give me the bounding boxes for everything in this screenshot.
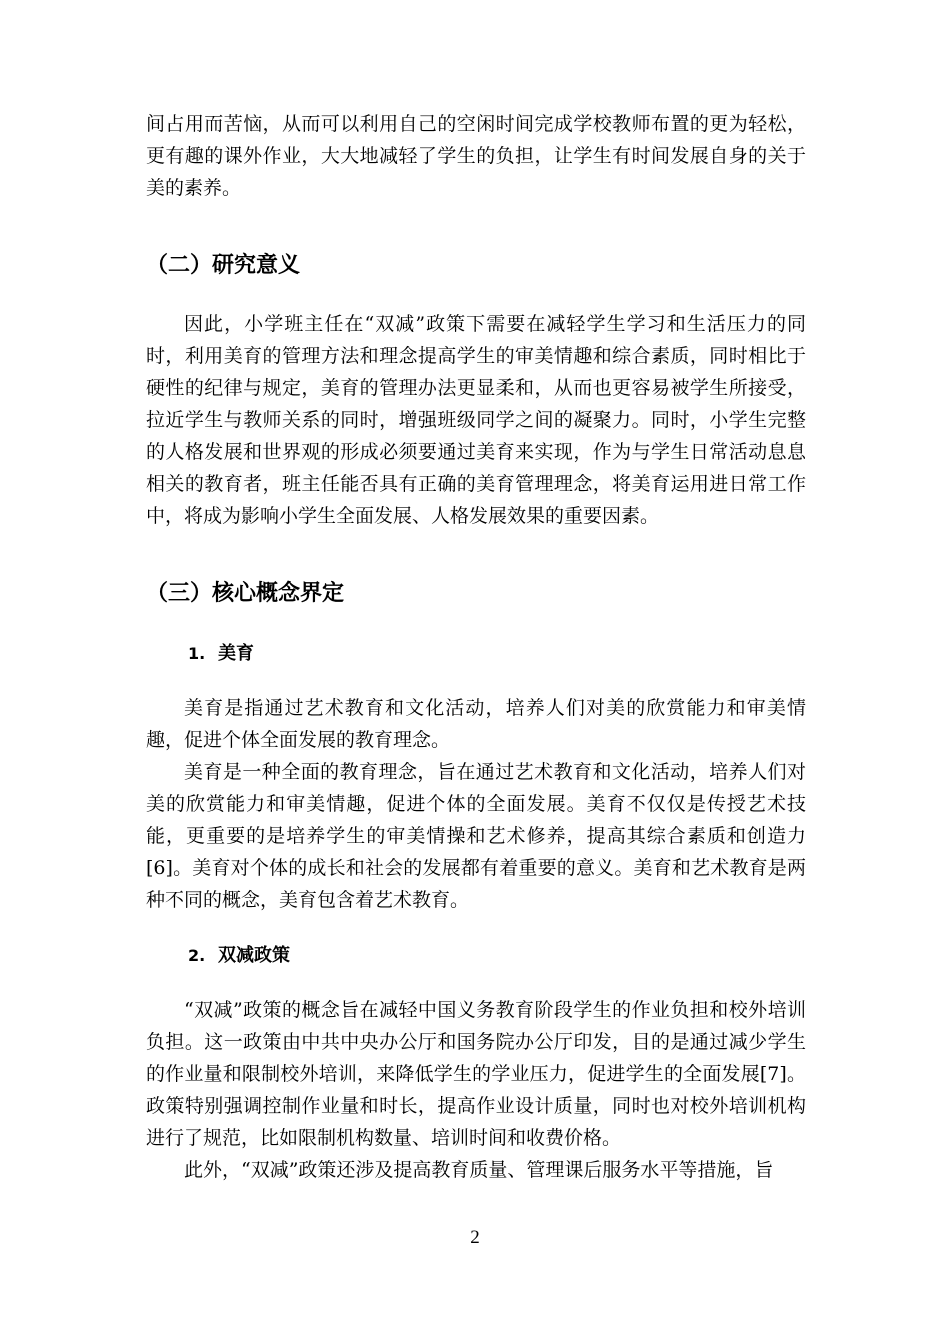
subsection-heading-double-reduction [146,940,806,972]
intro-paragraph: 间占用而苦恼，从而可以利用自己的空闲时间完成学校教师布置的更为轻松，更有趣的课外作业，大大地减轻了学生的负担，让学生有时间发展自身的关于美的素养。 [146,113,806,199]
page-number: 2 [470,1227,480,1248]
research-significance-paragraph: 因此，小学班主任在“双减”政策下需要在减轻学生学习和生活压力的同时，利用美育的管理方法和理念提高学生的审美情趣和综合素质，同时相比于硬性的纪律与规定，美育的管理办法更显柔和，从而也更容易被学生所接受，拉近学生与教师关系的同时，增强班级同学之间的凝聚力。同时，小学生完整的人格发展和世界观的形成必须要通过美育来实现，作为与学生日常活动息息相关的教育者，班主任能否具有正确的美育管理理念，将美育运用进日常工作中，将成为影响小学生全面发展、人格发展效果的重要因素。 [146,313,806,527]
subsection-heading-aesthetic-education [146,638,806,670]
section-heading-core-concepts: （三）核心概念界定 [146,581,345,606]
double-reduction-continuation-paragraph: 此外，“双减”政策还涉及提高教育质量、管理课后服务水平等措施，旨 [184,1159,774,1181]
subsection-number: 2. [188,946,206,965]
aesthetic-education-definition-paragraph: 美育是指通过艺术教育和文化活动，培养人们对美的欣赏能力和审美情趣，促进个体全面发展的教育理念。 [146,697,806,751]
page-content [146,108,806,1186]
aesthetic-education-detail-paragraph: 美育是一种全面的教育理念，旨在通过艺术教育和文化活动，培养人们对美的欣赏能力和审美情趣，促进个体的全面发展。美育不仅仅是传授艺术技能，更重要的是培养学生的审美情操和艺术修养，提高其综合素质和创造力[6]。美育对个体的成长和社会的发展都有着重要的意义。美育和艺术教育是两种不同的概念，美育包含着艺术教育。 [146,761,806,911]
subsection-title: 双减政策 [218,945,290,966]
subsection-title: 美育 [218,643,254,664]
subsection-number: 1. [188,644,206,663]
double-reduction-definition-paragraph: “双减”政策的概念旨在减轻中国义务教育阶段学生的作业负担和校外培训负担。这一政策由中共中央办公厅和国务院办公厅印发，目的是通过减少学生的作业量和限制校外培训，来降低学生的学业压力，促进学生的全面发展[7]。政策特别强调控制作业量和时长，提高作业设计质量，同时也对校外培训机构进行了规范，比如限制机构数量、培训时间和收费价格。 [146,999,806,1149]
section-heading-research-significance: （二）研究意义 [146,253,301,278]
